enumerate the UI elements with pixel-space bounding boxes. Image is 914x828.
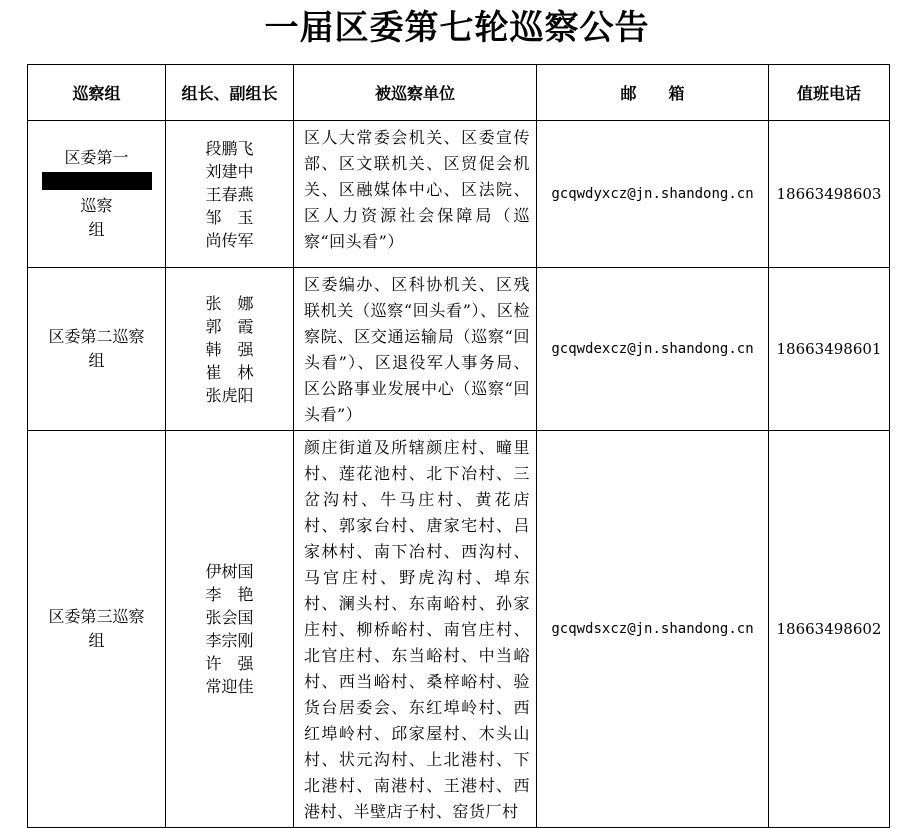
email-cell: gcqwdyxcz@jn.shandong.cn bbox=[537, 121, 769, 268]
page-title: 一届区委第七轮巡察公告 bbox=[264, 8, 650, 48]
leader-name: 王春燕 bbox=[205, 184, 254, 204]
group-name: 区委第三巡察 组 bbox=[48, 607, 145, 650]
table-row bbox=[28, 431, 890, 828]
units-cell: 区人大常委会机关、区委宣传部、区文联机关、区贸促会机关、区融媒体中心、区法院、区人力资源社会保障局（巡察“回头看”） bbox=[294, 121, 537, 268]
email-cell: gcqwdsxcz@jn.shandong.cn bbox=[537, 431, 769, 828]
leader-name: 常迎佳 bbox=[205, 677, 254, 696]
table-row bbox=[28, 268, 890, 431]
phone-cell: 18663498601 bbox=[769, 268, 890, 431]
inspection-table bbox=[27, 64, 890, 828]
leader-name: 张虎阳 bbox=[205, 385, 254, 405]
leader-name: 尚传军 bbox=[205, 230, 254, 250]
leaders-cell bbox=[166, 268, 294, 431]
leader-name: 郭 霞 bbox=[205, 316, 254, 336]
group-cell bbox=[28, 121, 166, 268]
leader-name: 邹 玉 bbox=[205, 207, 254, 227]
table-row bbox=[28, 121, 890, 268]
header-units: 被巡察单位 bbox=[294, 65, 537, 121]
group-cell bbox=[28, 268, 166, 431]
leaders-cell bbox=[166, 121, 294, 268]
header-group: 巡察组 bbox=[28, 65, 166, 121]
header-email: 邮 箱 bbox=[537, 65, 769, 121]
group-name: 区委第一巡察 组 bbox=[42, 146, 152, 242]
leaders-cell bbox=[166, 431, 294, 828]
units-cell: 颜庄街道及所辖颜庄村、疃里村、莲花池村、北下冶村、三岔沟村、牛马庄村、黄花店村、郭家台村、唐家宅村、吕家林村、南下冶村、西沟村、马官庄村、野虎沟村、埠东村、澜头村、东南峪村、孙家庄村、柳桥峪村、南官庄村、北官庄村、东当峪村、中当峪村、西当峪村、桑梓峪村、验货台居委会、东红埠岭村、西红埠岭村、邱家屋村、木头山村、状元沟村、上北港村、下北港村、南港村、王港村、西港村、半壁店子村、窑货厂村 bbox=[294, 431, 537, 828]
leader-name: 张 娜 bbox=[205, 293, 254, 313]
text-cursor bbox=[42, 172, 152, 190]
leader-name: 李宗刚 bbox=[205, 631, 254, 650]
group-name: 区委第二巡察 组 bbox=[48, 327, 145, 370]
leader-name: 刘建中 bbox=[205, 161, 254, 181]
leader-name: 韩 强 bbox=[205, 339, 254, 359]
leader-name: 崔 林 bbox=[205, 362, 254, 382]
header-leaders: 组长、副组长 bbox=[166, 65, 294, 121]
leader-name: 段鹏飞 bbox=[205, 138, 254, 158]
phone-cell: 18663498603 bbox=[769, 121, 890, 268]
leader-name: 李 艳 bbox=[205, 585, 254, 604]
leader-name: 张会国 bbox=[205, 608, 254, 627]
phone-cell: 18663498602 bbox=[769, 431, 890, 828]
group-cell bbox=[28, 431, 166, 828]
header-phone: 值班电话 bbox=[769, 65, 890, 121]
leader-name: 许 强 bbox=[205, 654, 254, 673]
table-header-row bbox=[28, 65, 890, 121]
leader-name: 伊树国 bbox=[205, 562, 254, 581]
units-cell: 区委编办、区科协机关、区残联机关（巡察“回头看”）、区检察院、区交通运输局（巡察“回头看”）、区退役军人事务局、区公路事业发展中心（巡察“回头看”） bbox=[294, 268, 537, 431]
email-cell: gcqwdexcz@jn.shandong.cn bbox=[537, 268, 769, 431]
